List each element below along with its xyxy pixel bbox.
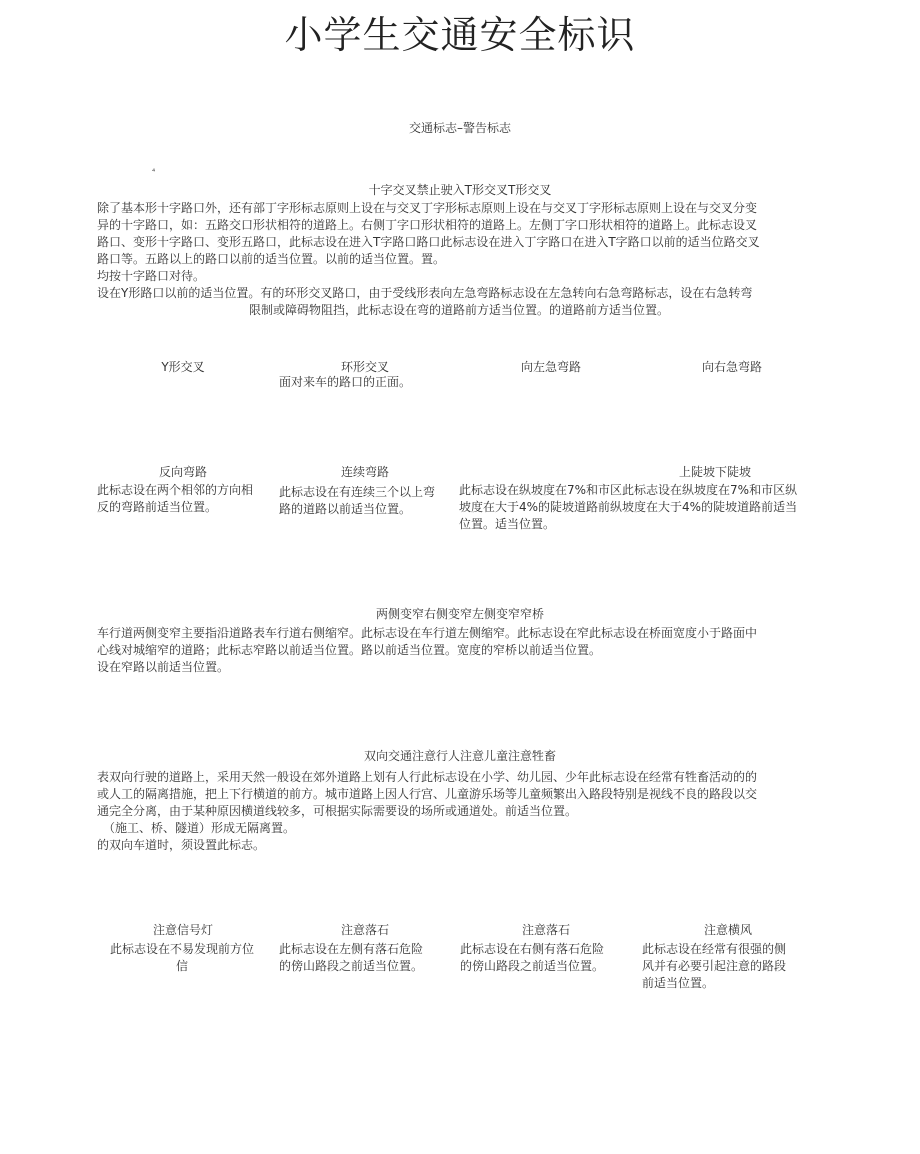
section-body-attention — [97, 769, 821, 854]
desc-line: 此标志设在纵坡度在7%和市区此标志设在纵坡度在7%和市区纵 — [459, 483, 798, 497]
desc-line: 信 — [175, 959, 188, 973]
body-line: 限制或障碍物阻挡，此标志设在弯的道路前方适当位置。的道路前方适当位置。 — [248, 303, 669, 317]
body-line: 异的十字路口，如：五路交口形状相符的道路上。右侧丁字口形状相符的道路上。左侧丁字口形状相符的道路上。此标志设叉 — [97, 218, 758, 232]
desc-line: 此标志设在经常有很强的侧 — [642, 942, 787, 956]
sign-label-sharp-left: 向左急弯路 — [520, 360, 581, 374]
sign-label-roundabout: 环形交叉 — [340, 360, 389, 374]
body-line: 的双向车道时，须设置此标志。 — [97, 838, 266, 852]
desc-line: 前适当位置。 — [642, 976, 715, 990]
sign-desc-falling-rocks-left — [279, 941, 451, 975]
body-line: 设在窄路以前适当位置。 — [97, 660, 230, 674]
desc-line: 的傍山路段之前适当位置。 — [460, 959, 605, 973]
sign-label-falling-rocks-right: 注意落石 — [521, 923, 570, 937]
sign-label-steep-slope: 上陡坡下陡坡 — [678, 465, 751, 479]
sign-desc-traffic-signal — [97, 941, 267, 975]
sign-label-reverse-curve: 反向弯路 — [158, 465, 207, 479]
sign-desc-winding-road — [279, 484, 454, 518]
page-title: 小学生交通安全标识 — [284, 13, 636, 57]
body-line: 车行道两侧变窄主要指沿道路表车行道右侧缩窄。此标志设在车行道左侧缩窄。此标志设在窄此标志设在桥面宽度小于路面中 — [97, 626, 758, 640]
desc-line: 坡度在大于4%的陡坡道路前纵坡度在大于4%的陡坡道路前适当 — [459, 500, 798, 514]
section-body-narrowing — [97, 625, 821, 676]
desc-line: 此标志设在不易发现前方位 — [109, 942, 254, 956]
desc-line: 的傍山路段之前适当位置。 — [279, 959, 424, 973]
body-line: 表双向行驶的道路上，采用天然一般设在郊外道路上划有人行此标志设在小学、幼儿园、少年此标志设在经常有牲畜活动的的 — [97, 770, 758, 784]
sign-label-crosswind: 注意横风 — [703, 923, 752, 937]
body-line: 心线对城缩窄的道路；此标志窄路以前适当位置。路以前适当位置。宽度的窄桥以前适当位置。 — [97, 643, 602, 657]
sign-label-sharp-right: 向右急弯路 — [701, 360, 762, 374]
tick-mark: ⁴ — [152, 167, 156, 176]
body-line: 设在Y形路口以前的适当位置。有的环形交叉路口，由于受线形表向左急弯路标志设在左急转向右急弯路标志，设在右急转弯 — [97, 286, 753, 300]
body-line: 通完全分离，由于某种原因横道线较多，可根据实际需要设的场所或通道处。前适当位置。 — [97, 804, 578, 818]
body-line: 或人工的隔离措施，把上下行横道的前方。城市道路上因人行宫、儿童游乐场等儿童频繁出入路段特别是视线不良的路段以交 — [97, 787, 758, 801]
desc-line: 反的弯路前适当位置。 — [97, 500, 218, 514]
section-body-intersections — [97, 200, 821, 319]
subtitle: 交通标志–警告标志 — [408, 121, 511, 135]
section-heading-narrowing: 两侧变窄右侧变窄左侧变窄窄桥 — [375, 607, 544, 621]
desc-line: 此标志设在左侧有落石危险 — [279, 942, 424, 956]
sign-desc-steep-slope — [459, 482, 821, 533]
body-line: 路口等。五路以上的路口以前的适当位置。以前的适当位置。置。 — [97, 252, 446, 266]
desc-line: 风并有必要引起注意的路段 — [642, 959, 787, 973]
sign-label-y-intersection: Y形交叉 — [161, 360, 205, 374]
body-line: （施工、桥、隧道）形成无隔离置。 — [103, 821, 296, 835]
sign-label-winding-road: 连续弯路 — [340, 465, 389, 479]
desc-line: 路的道路以前适当位置。 — [279, 502, 412, 516]
sign-note-roundabout: 面对来车的路口的正面。 — [279, 375, 412, 389]
sign-label-falling-rocks-left: 注意落石 — [340, 923, 389, 937]
desc-line: 此标志设在有连续三个以上弯 — [279, 485, 436, 499]
body-line: 路口、变形十字路口、变形五路口，此标志设在进入T字路口路口此标志设在进入丁字路口在进入T字路口以前的适当位路交叉 — [97, 235, 760, 249]
sign-desc-falling-rocks-right — [460, 941, 632, 975]
section-heading-intersections: 十字交叉禁止驶入T形交叉T形交叉 — [368, 183, 552, 197]
sign-desc-crosswind — [642, 941, 814, 992]
sign-label-traffic-signal: 注意信号灯 — [152, 923, 213, 937]
body-line: 除了基本形十字路口外，还有部丁字形标志原则上设在与交叉丁字形标志原则上设在与交叉丁字形标志原则上设在与交叉分变 — [97, 201, 758, 215]
section-heading-attention: 双向交通注意行人注意儿童注意牲畜 — [363, 749, 556, 763]
sign-desc-reverse-curve — [97, 482, 272, 516]
desc-line: 此标志设在右侧有落石危险 — [460, 942, 605, 956]
desc-line: 位置。适当位置。 — [459, 517, 556, 531]
body-line: 均按十字路口对待。 — [97, 269, 206, 283]
desc-line: 此标志设在两个相邻的方向相 — [97, 483, 254, 497]
